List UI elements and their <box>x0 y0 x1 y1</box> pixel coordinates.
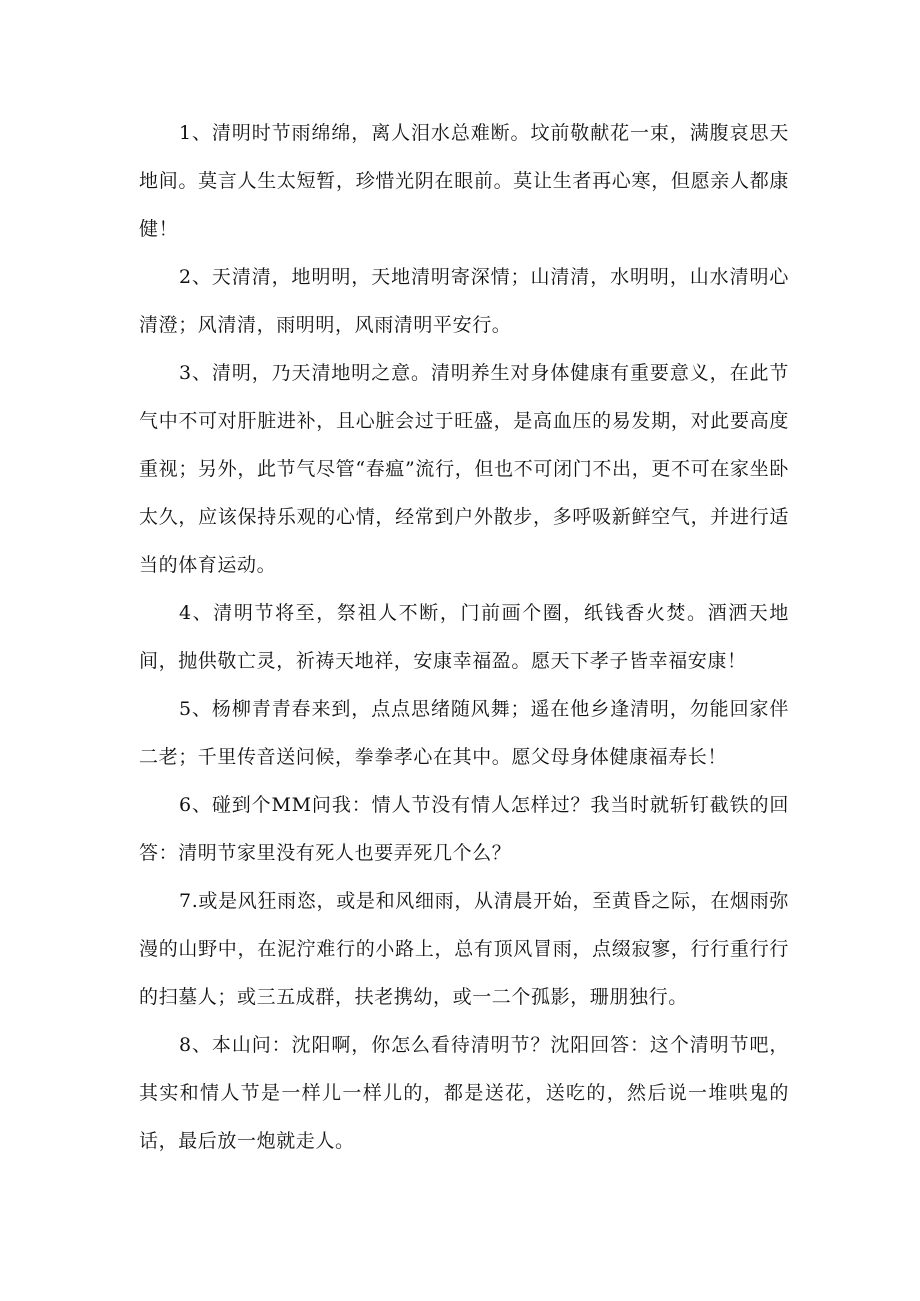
paragraph-8: 8、本山问：沈阳啊，你怎么看待清明节？沈阳回答：这个清明节吧，其实和情人节是一样儿一样儿的，都是送花，送吃的，然后说一堆哄鬼的话，最后放一炮就走人。 <box>139 1034 789 1152</box>
paragraph-7: 7.或是风狂雨恣，或是和风细雨，从清晨开始，至黄昏之际，在烟雨弥漫的山野中，在泥泞难行的小路上，总有顶风冒雨，点缀寂寥，行行重行行的扫墓人；或三五成群，扶老携幼，或一二个孤影，珊朋独行。 <box>139 890 789 1008</box>
paragraph-3: 3、清明，乃天清地明之意。清明养生对身体健康有重要意义，在此节气中不可对肝脏进补，且心脏会过于旺盛，是高血压的易发期，对此要高度重视；另外，此节气尽管“春瘟”流行，但也不可闭门不出，更不可在家坐卧太久，应该保持乐观的心情，经常到户外散步，多呼吸新鲜空气，并进行适当的体育运动。 <box>139 362 789 576</box>
paragraph-1: 1、清明时节雨绵绵，离人泪水总难断。坟前敬献花一束，满腹哀思天地间。莫言人生太短暂，珍惜光阴在眼前。莫让生者再心寒，但愿亲人都康健！ <box>139 122 789 240</box>
document-body <box>139 109 789 1165</box>
paragraph-5: 5、杨柳青青春来到，点点思绪随风舞；遥在他乡逢清明，勿能回家伴二老；千里传音送问候，拳拳孝心在其中。愿父母身体健康福寿长！ <box>139 698 789 768</box>
paragraph-4: 4、清明节将至，祭祖人不断，门前画个圈，纸钱香火焚。酒洒天地间，抛供敬亡灵，祈祷天地祥，安康幸福盈。愿天下孝子皆幸福安康！ <box>139 602 789 672</box>
paragraph-6: 6、碰到个MM问我：情人节没有情人怎样过？我当时就斩钉截铁的回答：清明节家里没有死人也要弄死几个么？ <box>139 794 789 864</box>
paragraph-2: 2、天清清，地明明，天地清明寄深情；山清清，水明明，山水清明心清澄；风清清，雨明明，风雨清明平安行。 <box>139 266 789 336</box>
